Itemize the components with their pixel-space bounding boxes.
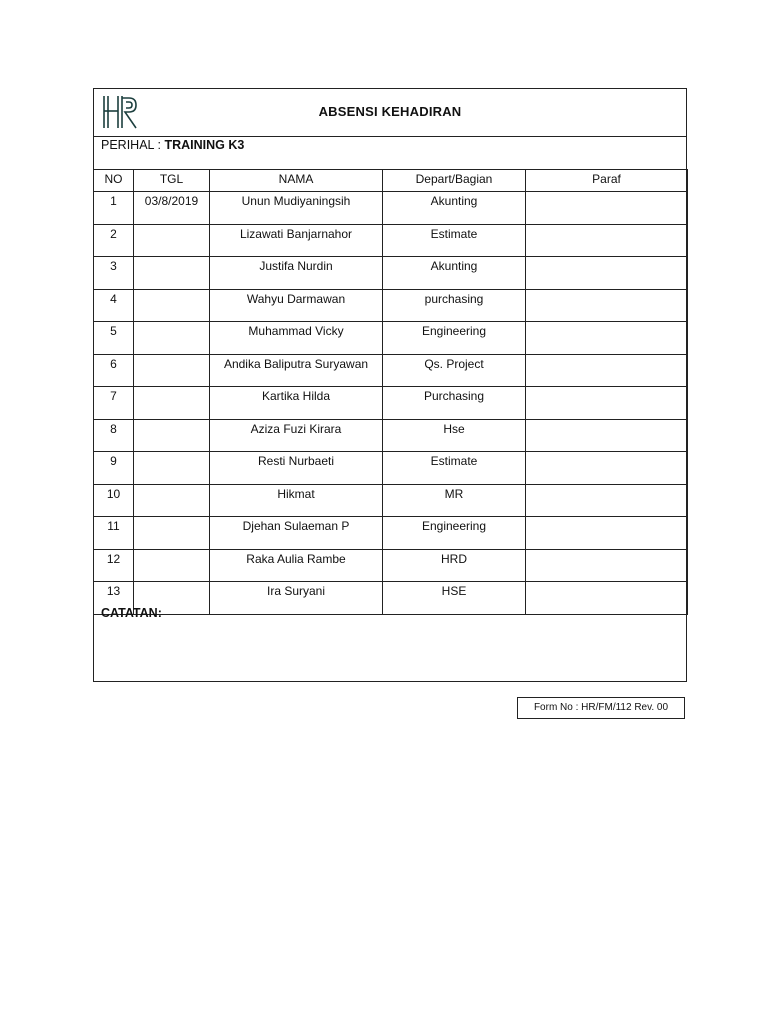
- cell-depart: Estimate: [383, 452, 526, 485]
- cell-depart: Estimate: [383, 224, 526, 257]
- cell-nama: Ira Suryani: [210, 582, 383, 615]
- table-row: [94, 484, 688, 517]
- cell-paraf: [526, 289, 688, 322]
- catatan-label: CATATAN:: [101, 606, 162, 620]
- perihal-line: [101, 138, 244, 152]
- cell-paraf: [526, 517, 688, 550]
- cell-depart: Akunting: [383, 257, 526, 290]
- cell-tgl: [134, 517, 210, 550]
- cell-depart: HSE: [383, 582, 526, 615]
- cell-nama: Kartika Hilda: [210, 387, 383, 420]
- cell-nama: Justifa Nurdin: [210, 257, 383, 290]
- table-row: [94, 419, 688, 452]
- cell-no: 13: [94, 582, 134, 615]
- cell-paraf: [526, 257, 688, 290]
- table-row: [94, 549, 688, 582]
- cell-paraf: [526, 419, 688, 452]
- cell-paraf: [526, 582, 688, 615]
- table-row: [94, 322, 688, 355]
- cell-paraf: [526, 192, 688, 225]
- cell-paraf: [526, 322, 688, 355]
- table-row: [94, 224, 688, 257]
- attendance-table: [93, 169, 688, 615]
- cell-tgl: [134, 387, 210, 420]
- cell-no: 6: [94, 354, 134, 387]
- cell-tgl: [134, 257, 210, 290]
- cell-tgl: 03/8/2019: [134, 192, 210, 225]
- cell-no: 3: [94, 257, 134, 290]
- cell-paraf: [526, 549, 688, 582]
- col-header-nama: NAMA: [210, 170, 383, 192]
- cell-nama: Raka Aulia Rambe: [210, 549, 383, 582]
- cell-no: 12: [94, 549, 134, 582]
- form-number: Form No : HR/FM/112 Rev. 00: [517, 697, 685, 719]
- cell-no: 2: [94, 224, 134, 257]
- table-body: [94, 192, 688, 615]
- col-header-tgl: TGL: [134, 170, 210, 192]
- cell-depart: Akunting: [383, 192, 526, 225]
- cell-tgl: [134, 549, 210, 582]
- cell-depart: purchasing: [383, 289, 526, 322]
- cell-nama: Hikmat: [210, 484, 383, 517]
- cell-paraf: [526, 354, 688, 387]
- perihal-label: PERIHAL :: [101, 138, 161, 152]
- cell-nama: Unun Mudiyaningsih: [210, 192, 383, 225]
- cell-tgl: [134, 354, 210, 387]
- cell-depart: Engineering: [383, 322, 526, 355]
- col-header-paraf: Paraf: [526, 170, 688, 192]
- cell-paraf: [526, 387, 688, 420]
- cell-nama: Djehan Sulaeman P: [210, 517, 383, 550]
- cell-nama: Muhammad Vicky: [210, 322, 383, 355]
- cell-no: 9: [94, 452, 134, 485]
- cell-paraf: [526, 452, 688, 485]
- form-title: ABSENSI KEHADIRAN: [318, 104, 462, 119]
- cell-depart: Qs. Project: [383, 354, 526, 387]
- cell-tgl: [134, 419, 210, 452]
- cell-no: 5: [94, 322, 134, 355]
- cell-tgl: [134, 322, 210, 355]
- table-row: [94, 192, 688, 225]
- cell-tgl: [134, 484, 210, 517]
- cell-no: 11: [94, 517, 134, 550]
- col-header-no: NO: [94, 170, 134, 192]
- attendance-form: [93, 88, 687, 682]
- cell-nama: Lizawati Banjarnahor: [210, 224, 383, 257]
- table-row: [94, 582, 688, 615]
- cell-tgl: [134, 289, 210, 322]
- cell-no: 4: [94, 289, 134, 322]
- perihal-value: TRAINING K3: [164, 138, 245, 152]
- cell-nama: Andika Baliputra Suryawan: [210, 354, 383, 387]
- table-row: [94, 257, 688, 290]
- table-header-row: [94, 170, 688, 192]
- form-header: [94, 89, 686, 137]
- cell-depart: HRD: [383, 549, 526, 582]
- cell-depart: Hse: [383, 419, 526, 452]
- table-row: [94, 387, 688, 420]
- cell-no: 8: [94, 419, 134, 452]
- col-header-depart: Depart/Bagian: [383, 170, 526, 192]
- cell-paraf: [526, 224, 688, 257]
- cell-no: 10: [94, 484, 134, 517]
- cell-nama: Wahyu Darmawan: [210, 289, 383, 322]
- cell-tgl: [134, 224, 210, 257]
- cell-no: 7: [94, 387, 134, 420]
- table-row: [94, 354, 688, 387]
- cell-paraf: [526, 484, 688, 517]
- cell-tgl: [134, 452, 210, 485]
- table-row: [94, 452, 688, 485]
- cell-depart: Engineering: [383, 517, 526, 550]
- cell-no: 1: [94, 192, 134, 225]
- cell-depart: Purchasing: [383, 387, 526, 420]
- cell-nama: Resti Nurbaeti: [210, 452, 383, 485]
- table-row: [94, 289, 688, 322]
- cell-depart: MR: [383, 484, 526, 517]
- table-row: [94, 517, 688, 550]
- cell-nama: Aziza Fuzi Kirara: [210, 419, 383, 452]
